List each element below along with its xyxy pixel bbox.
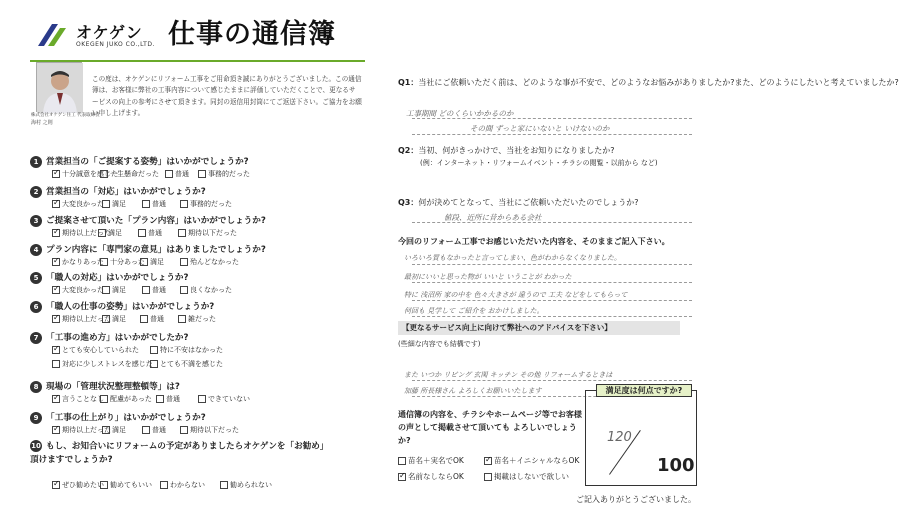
q2-question: Q2：当初、何がきっかけで、当社をお知りになりましたか?	[398, 146, 615, 155]
checkbox[interactable]	[52, 229, 60, 237]
brand-name: オケゲン	[76, 23, 143, 42]
checkbox[interactable]	[98, 229, 106, 237]
checkbox[interactable]	[140, 315, 148, 323]
checkbox[interactable]	[100, 395, 108, 403]
option-checkbox[interactable]	[178, 314, 216, 324]
option-checkbox[interactable]	[220, 480, 272, 490]
checkbox[interactable]	[52, 200, 60, 208]
question-text: 営業担当の「ご提案する姿勢」はいかがでしょうか?	[46, 157, 249, 167]
question-1-title	[30, 155, 249, 168]
q4-answer-line-3: 特に 浅沼所 家の中を 色々大きさが 違うので 工夫 などをしてもらって	[404, 291, 628, 299]
checkbox[interactable]	[484, 457, 492, 465]
checkbox[interactable]	[180, 426, 188, 434]
question-text: 現場の「管理状況整理整頓等」は?	[46, 382, 180, 392]
consent-option[interactable]	[484, 471, 569, 482]
checkbox[interactable]	[52, 258, 60, 266]
checkbox[interactable]	[165, 170, 173, 178]
checkbox[interactable]	[142, 286, 150, 294]
q1-question: Q1：当社にご依頼いただく前は、どのような事が不安で、どのようなお悩みがありましたか?また、どのようにしたいと考えていましたか?	[398, 78, 899, 87]
option-label: 満足	[112, 315, 126, 323]
checkbox[interactable]	[100, 258, 108, 266]
checkbox[interactable]	[484, 473, 492, 481]
checkbox[interactable]	[52, 426, 60, 434]
question-2-title	[30, 185, 206, 198]
option-checkbox[interactable]	[156, 394, 180, 404]
question-number-badge: 5	[30, 272, 42, 284]
option-checkbox[interactable]	[180, 425, 239, 435]
option-checkbox[interactable]	[138, 228, 162, 238]
option-checkbox[interactable]	[52, 359, 153, 369]
question-6-title	[30, 300, 214, 313]
option-label: とても不満を感じた	[160, 360, 223, 368]
option-checkbox[interactable]	[142, 425, 166, 435]
question-text: 「職人の仕事の姿勢」はいかがでしょうか?	[46, 302, 215, 312]
option-label: 期待以上だった	[62, 229, 111, 237]
option-label: 普通	[166, 395, 180, 403]
question-9-title	[30, 411, 206, 424]
option-checkbox[interactable]	[150, 359, 223, 369]
checkbox[interactable]	[138, 229, 146, 237]
brand-subtitle: OKEGEN JUKO CO.,LTD.	[76, 41, 155, 48]
option-label: 苗名＋イニシャルならOK	[494, 456, 580, 465]
option-checkbox[interactable]	[52, 257, 104, 267]
option-label: 配慮があった	[110, 395, 152, 403]
option-checkbox[interactable]	[142, 199, 166, 209]
checkbox[interactable]	[102, 426, 110, 434]
advice-answer-line-1: また いつか リビング 玄関 キッチン その他 リフォームするときは	[404, 371, 613, 379]
option-checkbox[interactable]	[52, 345, 139, 355]
consent-option[interactable]	[398, 471, 464, 482]
checkbox[interactable]	[178, 315, 186, 323]
option-label: 事務的だった	[208, 170, 250, 178]
question-3-title	[30, 214, 266, 227]
checkbox[interactable]	[198, 170, 206, 178]
option-checkbox[interactable]	[142, 285, 166, 295]
option-label: 期待以上だった	[62, 315, 111, 323]
option-label: 普通	[152, 426, 166, 434]
checkbox[interactable]	[178, 229, 186, 237]
question-number-badge: 9	[30, 412, 42, 424]
question-number-badge: 2	[30, 186, 42, 198]
q2-examples: (例：インターネット・リフォームイベント・チラシの閲覧・以前から など)	[420, 159, 658, 167]
option-label: 満足	[112, 286, 126, 294]
checkbox[interactable]	[52, 395, 60, 403]
option-label: 勧めてもいい	[110, 481, 152, 489]
option-label: 殆んどなかった	[190, 258, 239, 266]
question-text: ご提案させて頂いた「プラン内容」はいかがでしょうか?	[46, 216, 266, 226]
checkbox[interactable]	[52, 481, 60, 489]
option-label: 満足	[112, 200, 126, 208]
option-label: 十分あった	[110, 258, 145, 266]
question-text: 「工事の進め方」はいかがでしたか?	[46, 333, 189, 343]
checkbox[interactable]	[198, 395, 206, 403]
score-value: 120	[607, 430, 632, 445]
option-checkbox[interactable]	[100, 394, 152, 404]
option-checkbox[interactable]	[178, 228, 237, 238]
option-checkbox[interactable]	[52, 285, 104, 295]
question-number-badge: 4	[30, 244, 42, 256]
question-text: 「工事の仕上がり」はいかがでしょうか?	[46, 413, 206, 423]
checkbox[interactable]	[140, 258, 148, 266]
consent-option[interactable]	[484, 455, 579, 466]
checkbox[interactable]	[100, 170, 108, 178]
option-checkbox[interactable]	[140, 257, 164, 267]
checkbox[interactable]	[100, 481, 108, 489]
question-8-title	[30, 380, 180, 393]
option-label: 大変良かった	[62, 286, 104, 294]
checkbox[interactable]	[52, 360, 60, 368]
score-max: 100	[657, 455, 695, 476]
option-label: とても安心していられた	[62, 346, 139, 354]
checkbox[interactable]	[150, 346, 158, 354]
advice-answer-line-2: 加藤 所長様さん よろしくお願いいたします	[404, 387, 542, 395]
q4-answer-line-4: 何回も 見学して ご紹介を おかけしました。	[404, 307, 544, 315]
q1-answer-line-1: 工事期間 どのくらいかかるのか	[406, 109, 514, 118]
question-4-title	[30, 243, 266, 256]
thanks-text: ご記入ありがとうございました。	[576, 495, 696, 504]
president-caption: 株式会社オケゲン住工 代表取締役	[31, 113, 100, 118]
option-label: 満足	[150, 258, 164, 266]
option-label: 普通	[150, 315, 164, 323]
option-label: 満足	[108, 229, 122, 237]
option-label: 雑だった	[188, 315, 216, 323]
option-checkbox[interactable]	[52, 394, 104, 404]
option-label: 対応に少しストレスを感じた	[62, 360, 153, 368]
option-checkbox[interactable]	[180, 199, 232, 209]
option-checkbox[interactable]	[102, 425, 126, 435]
option-label: 十分誠意を感じた	[62, 170, 118, 178]
consent-question: 通信簿の内容を、チラシやホームページ等でお客様の声として掲載させて頂いても よろしいでしょうか?	[398, 410, 582, 445]
option-checkbox[interactable]	[102, 199, 126, 209]
q4-answer-line-2: 最初にいいと思った物が いいと いうことが わかった	[404, 273, 572, 281]
option-checkbox[interactable]	[180, 285, 232, 295]
question-7-title	[30, 331, 189, 344]
option-label: 普通	[148, 229, 162, 237]
option-label: 一生懸命だった	[110, 170, 159, 178]
option-label: できていない	[208, 395, 250, 403]
option-label: 期待以下だった	[190, 426, 239, 434]
option-checkbox[interactable]	[140, 314, 164, 324]
president-photo	[36, 62, 82, 112]
option-checkbox[interactable]	[198, 169, 250, 179]
advice-banner: 【更なるサービス向上に向けて弊社へのアドバイスを下さい】	[398, 321, 680, 335]
option-label: 事務的だった	[190, 200, 232, 208]
president-name: 海村 之則	[31, 120, 53, 126]
logo-mark-icon	[34, 18, 70, 54]
checkbox[interactable]	[180, 258, 188, 266]
option-label: ぜひ勧めたい	[62, 481, 104, 489]
checkbox[interactable]	[160, 481, 168, 489]
checkbox[interactable]	[142, 200, 150, 208]
q4-question: 今回のリフォーム工事でお感じいただいた内容を、そのままご記入下さい。	[398, 237, 670, 246]
question-number-badge: 1	[30, 156, 42, 168]
option-label: 満足	[112, 426, 126, 434]
option-label: 勧められない	[230, 481, 272, 489]
checkbox[interactable]	[102, 200, 110, 208]
question-10-title	[30, 440, 330, 467]
page-title: 仕事の通信簿	[168, 19, 336, 50]
checkbox[interactable]	[398, 457, 406, 465]
question-number-badge: 10	[31, 442, 41, 450]
option-checkbox[interactable]	[52, 199, 104, 209]
option-checkbox[interactable]	[52, 480, 104, 490]
option-label: 大変良かった	[62, 200, 104, 208]
checkbox[interactable]	[52, 286, 60, 294]
question-5-title	[30, 271, 189, 284]
score-question: 満足度は何点ですか?	[596, 384, 692, 397]
question-text: もし、お知合いにリフォームの予定がありましたらオケゲンを「お勧め」頂けますでしょうか?	[30, 441, 329, 465]
question-text: プラン内容に「専門家の意見」はありましたでしょうか?	[46, 245, 266, 255]
option-label: 期待以下だった	[188, 229, 237, 237]
option-label: かなりあった	[62, 258, 104, 266]
checkbox[interactable]	[180, 286, 188, 294]
option-label: 掲載はしないで欲しい	[494, 472, 569, 481]
option-label: 良くなかった	[190, 286, 232, 294]
option-label: 名前なしならOK	[408, 472, 464, 481]
q1-answer-line-2: その間 ずっと家にいないと いけないのか	[470, 124, 610, 133]
option-label: 特に不安はなかった	[160, 346, 223, 354]
option-checkbox[interactable]	[160, 480, 205, 490]
option-checkbox[interactable]	[102, 285, 126, 295]
option-checkbox[interactable]	[198, 394, 250, 404]
option-checkbox[interactable]	[100, 169, 159, 179]
option-label: わからない	[170, 481, 205, 489]
checkbox[interactable]	[102, 315, 110, 323]
q3-question: Q3：何が決めてとなって、当社にご依頼いただいたのでしょうか?	[398, 198, 639, 207]
option-label: 苗名＋実名でOK	[408, 456, 464, 465]
consent-option[interactable]	[398, 455, 464, 466]
checkbox[interactable]	[150, 360, 158, 368]
option-checkbox[interactable]	[100, 480, 152, 490]
option-checkbox[interactable]	[165, 169, 189, 179]
option-checkbox[interactable]	[100, 257, 145, 267]
question-number-badge: 3	[30, 215, 42, 227]
q4-answer-line-1: いろいろ質もなかったと言ってしまい、色がわからなくなりました。	[404, 254, 621, 262]
option-label: 普通	[175, 170, 189, 178]
option-label: 普通	[152, 286, 166, 294]
question-number-badge: 8	[30, 381, 42, 393]
checkbox[interactable]	[52, 346, 60, 354]
checkbox[interactable]	[52, 315, 60, 323]
checkbox[interactable]	[52, 170, 60, 178]
option-checkbox[interactable]	[102, 314, 126, 324]
checkbox[interactable]	[180, 200, 188, 208]
advice-subtext: (些細な内容でも結構です)	[398, 340, 481, 348]
checkbox[interactable]	[142, 426, 150, 434]
option-label: 言うことなし	[62, 395, 104, 403]
intro-text: この度は、オケゲンにリフォーム工事をご用命頂き誠にありがとうございました。この通信簿は、お客様に弊社の工事内容について感じたままに評価していただくことで、更なるサービスの向上の参考にさせて頂きます。同封の返信用封筒にてご返送下さい。ご協力をお願い申し上げます。	[92, 75, 362, 118]
question-text: 「職人の対応」はいかがでしょうか?	[46, 273, 189, 283]
checkbox[interactable]	[156, 395, 164, 403]
question-number-badge: 7	[30, 332, 42, 344]
checkbox[interactable]	[398, 473, 406, 481]
checkbox[interactable]	[220, 481, 228, 489]
checkbox[interactable]	[102, 286, 110, 294]
question-number-badge: 6	[30, 301, 42, 313]
option-label: 普通	[152, 200, 166, 208]
option-checkbox[interactable]	[180, 257, 239, 267]
q3-answer: 値段、近所に昔からある会社	[444, 213, 542, 222]
option-checkbox[interactable]	[98, 228, 122, 238]
option-checkbox[interactable]	[150, 345, 223, 355]
option-label: 期待以上だった	[62, 426, 111, 434]
question-text: 営業担当の「対応」はいかがでしょうか?	[46, 187, 206, 197]
